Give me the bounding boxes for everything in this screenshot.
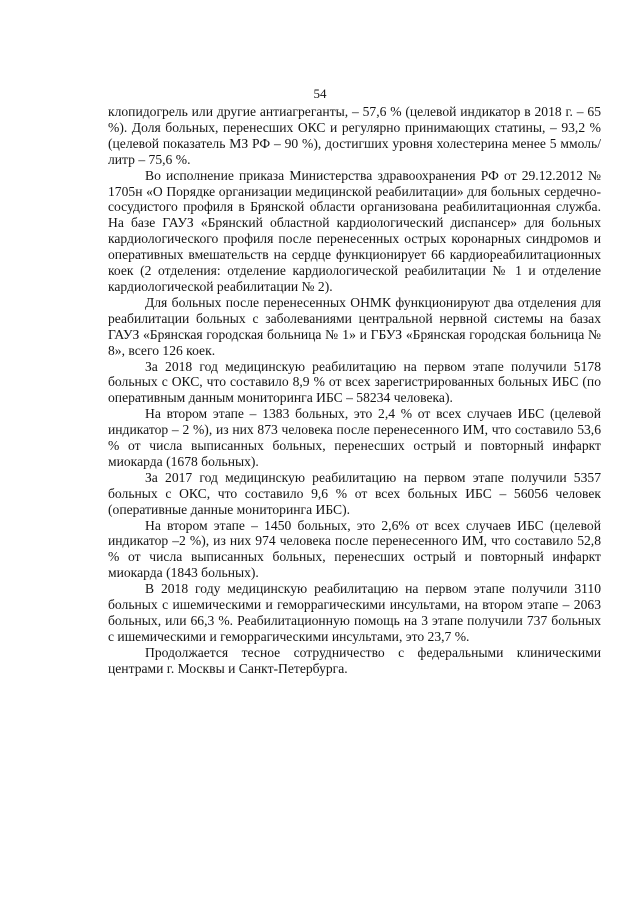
paragraph-onmk-departments: Для больных после перенесенных ОНМК функционируют два отделения для реабилитации больных с заболеваниями центральной нервной системы на базах ГАУЗ «Брянская городская больница № 1» и ГБУЗ «Брянская городская больница № 8», всего 126 коек. <box>108 294 601 358</box>
paragraph-2017-first-stage: За 2017 год медицинскую реабилитацию на первом этапе получили 5357 больных с ОКС, что составило 9,6 % от всех больных ИБС – 56056 человек (оперативные данные мониторинга ИБС). <box>108 469 601 517</box>
paragraph-2018-stroke-rehab: В 2018 году медицинскую реабилитацию на первом этапе получили 3110 больных с ишемическими и геморрагическими инсультами, на втором этапе – 2063 больных, или 66,3 %. Реабилитационную помощь на 3 этапе получили 737 больных с ишемическими и геморрагическими инсультами, это 23,7 %. <box>108 581 601 644</box>
paragraph-rehab-service: Во исполнение приказа Министерства здравоохранения РФ от 29.12.2012 № 1705н «О Порядке организации медицинской реабилитации» для больных сердечно-сосудистого профиля в Брянской области организована реабилитационная служба. На базе ГАУЗ «Брянский областной кардиологический диспансер» для больных кардиологического профиля после перенесенных острых коронарных синдромов и оперативных вмешательств на сердце функционирует 66 кардиореабилитационных коек (2 отделения: отделение кардиологической реабилитации № 1 и отделение кардиологической реабилитации № 2). <box>108 167 601 294</box>
paragraph-2018-second-stage: На втором этапе – 1383 больных, это 2,4 % от всех случаев ИБС (целевой индикатор – 2 %), из них 873 человека после перенесенного ИМ, что составило 53,6 % от числа выписанных больных, перенесших острый и повторный инфаркт миокарда (1678 больных). <box>108 406 601 469</box>
paragraph-federal-cooperation: Продолжается тесное сотрудничество с федеральными клиническими центрами г. Москвы и Санкт-Петербурга. <box>108 644 601 676</box>
page-number: 54 <box>313 86 327 101</box>
paragraph-continuation: клопидогрель или другие антиагреганты, – 57,6 % (целевой индикатор в 2018 г. – 65 %). Доля больных, перенесших ОКС и регулярно принимающих статины, – 93,2 % (целевой показатель МЗ РФ – 90 %), достигших уровня холестерина менее 5 ммоль/литр – 75,6 %. <box>108 104 601 167</box>
document-body <box>108 104 601 677</box>
paragraph-2017-second-stage: На втором этапе – 1450 больных, это 2,6% от всех случаев ИБС (целевой индикатор –2 %), из них 974 человека после перенесенного ИМ, что составило 52,8 % от числа выписанных больных, перенесших острый и повторный инфаркт миокарда (1843 больных). <box>108 517 601 581</box>
paragraph-2018-first-stage: За 2018 год медицинскую реабилитацию на первом этапе получили 5178 больных с ОКС, что составило 8,9 % от всех зарегистрированных больных ИБС (по оперативным данным мониторинга ИБС – 58234 человека). <box>108 358 601 406</box>
